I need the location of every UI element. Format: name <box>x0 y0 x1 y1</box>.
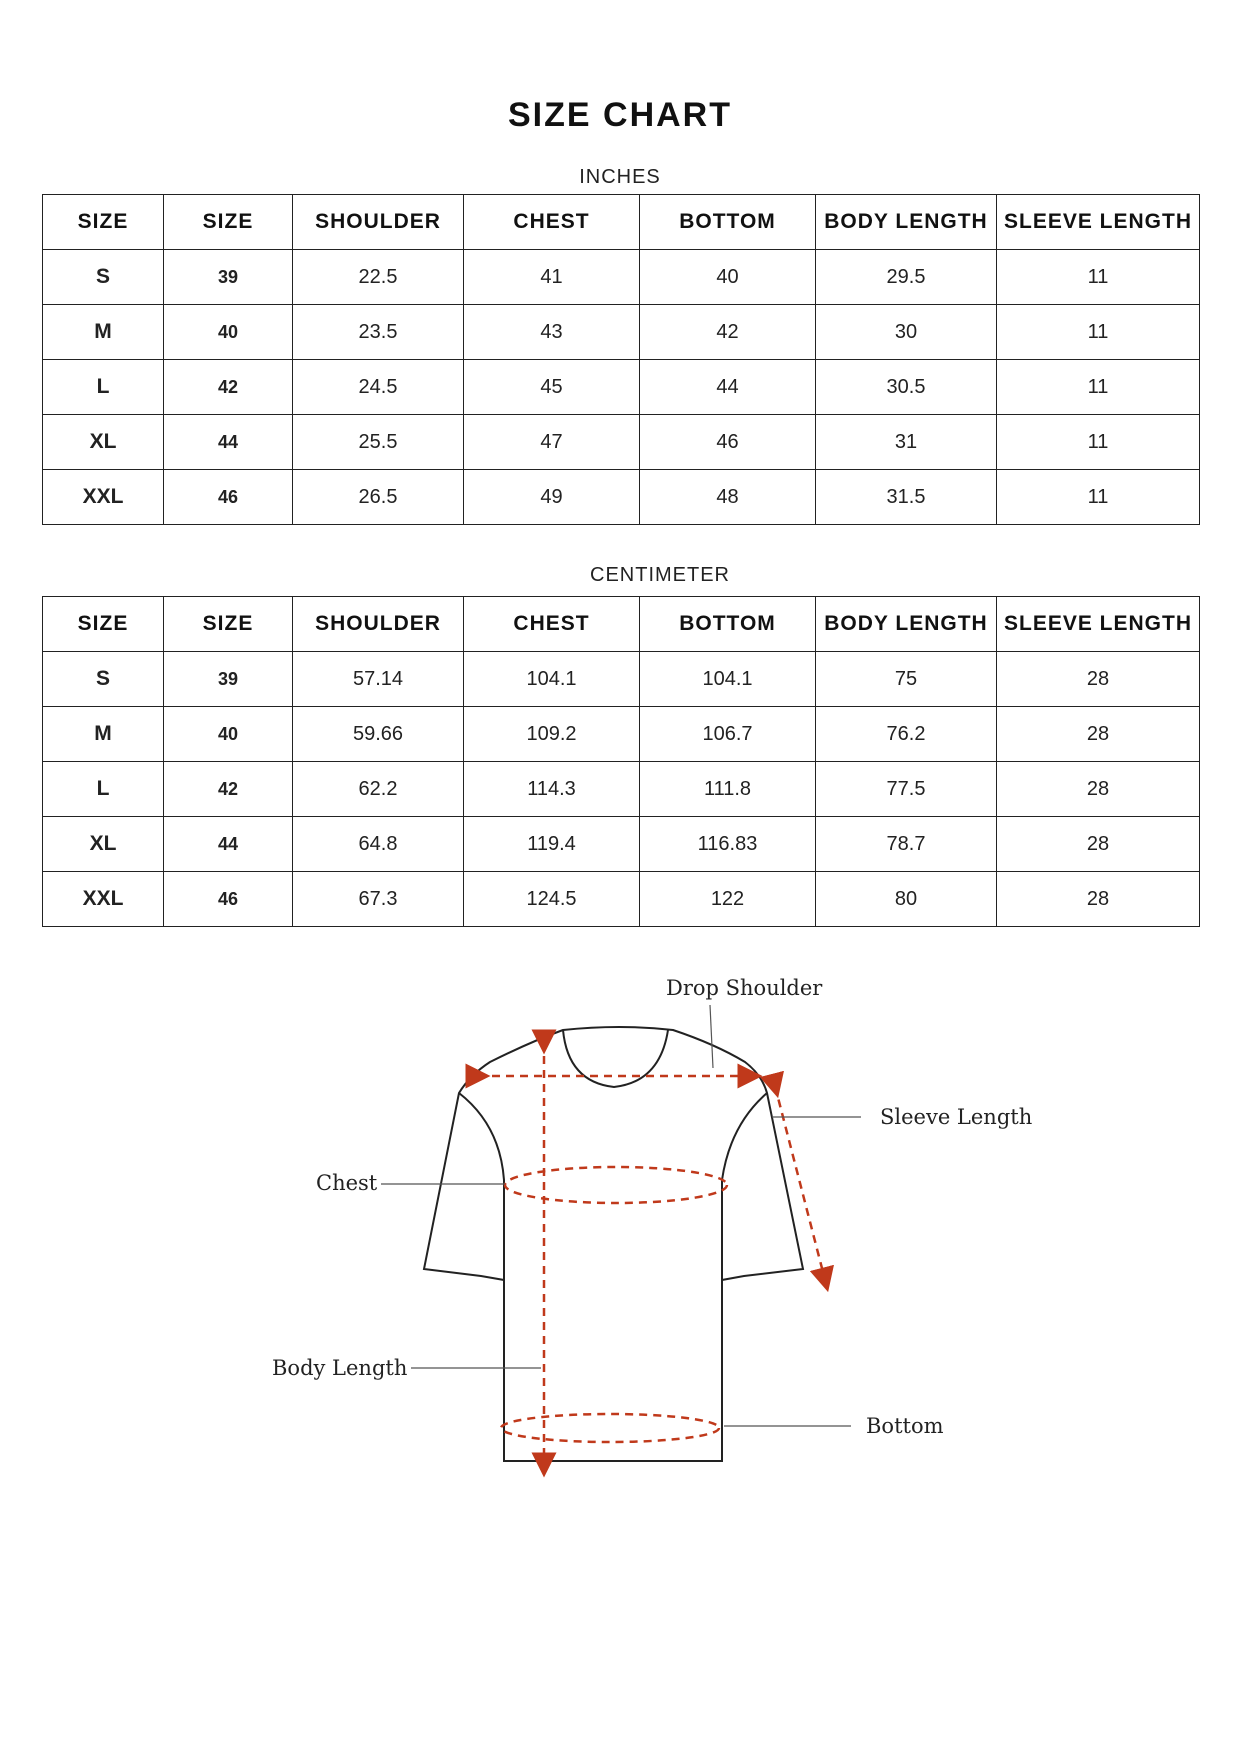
cell-shoulder: 62.2 <box>293 762 464 817</box>
table-row <box>43 470 1200 525</box>
inches-table <box>42 194 1200 525</box>
cell-sleeve-length: 28 <box>997 872 1200 927</box>
header-chest: CHEST <box>464 195 640 250</box>
cell-sleeve-length: 11 <box>997 470 1200 525</box>
cell-shoulder: 25.5 <box>293 415 464 470</box>
tshirt-collar <box>563 1030 668 1087</box>
header-size: SIZE <box>43 195 164 250</box>
cell-shoulder: 57.14 <box>293 652 464 707</box>
body-length-label: Body Length <box>272 1356 408 1380</box>
cell-size: XXL <box>43 470 164 525</box>
cell-bottom: 42 <box>640 305 816 360</box>
drop-shoulder-label: Drop Shoulder <box>666 976 823 1000</box>
chest-label: Chest <box>316 1171 378 1195</box>
header-shoulder: SHOULDER <box>293 597 464 652</box>
cell-size: M <box>43 707 164 762</box>
cell-body-length: 76.2 <box>816 707 997 762</box>
bottom-label: Bottom <box>866 1414 944 1438</box>
cell-chest: 47 <box>464 415 640 470</box>
cell-size: S <box>43 652 164 707</box>
table-row <box>43 652 1200 707</box>
cell-size: M <box>43 305 164 360</box>
cell-body-length: 80 <box>816 872 997 927</box>
table-row <box>43 305 1200 360</box>
cell-size-numeric: 40 <box>164 707 293 762</box>
cell-shoulder: 59.66 <box>293 707 464 762</box>
tshirt-outline <box>424 1027 803 1461</box>
cell-body-length: 78.7 <box>816 817 997 872</box>
cell-bottom: 111.8 <box>640 762 816 817</box>
cell-chest: 114.3 <box>464 762 640 817</box>
cell-bottom: 106.7 <box>640 707 816 762</box>
inches-caption: INCHES <box>579 166 661 188</box>
centimeter-caption: CENTIMETER <box>590 564 730 586</box>
drop-shoulder-leader <box>710 1005 713 1068</box>
left-armhole <box>459 1093 504 1280</box>
cell-size-numeric: 42 <box>164 762 293 817</box>
cell-shoulder: 22.5 <box>293 250 464 305</box>
cell-size: XXL <box>43 872 164 927</box>
cell-sleeve-length: 28 <box>997 652 1200 707</box>
cell-shoulder: 67.3 <box>293 872 464 927</box>
cell-size: L <box>43 762 164 817</box>
sleeve-length-label: Sleeve Length <box>880 1105 1033 1129</box>
cell-body-length: 31.5 <box>816 470 997 525</box>
table-header-row <box>43 597 1200 652</box>
table-header-row <box>43 195 1200 250</box>
cell-body-length: 30.5 <box>816 360 997 415</box>
cell-chest: 49 <box>464 470 640 525</box>
cell-body-length: 29.5 <box>816 250 997 305</box>
cell-bottom: 40 <box>640 250 816 305</box>
cell-size: XL <box>43 415 164 470</box>
cell-bottom: 104.1 <box>640 652 816 707</box>
tshirt-body-outline <box>424 1027 803 1461</box>
cell-size-numeric: 42 <box>164 360 293 415</box>
cell-sleeve-length: 11 <box>997 415 1200 470</box>
cell-size-numeric: 40 <box>164 305 293 360</box>
cell-size-numeric: 44 <box>164 817 293 872</box>
cell-size-numeric: 44 <box>164 415 293 470</box>
cell-sleeve-length: 28 <box>997 707 1200 762</box>
cell-body-length: 31 <box>816 415 997 470</box>
page-title: SIZE CHART <box>508 96 732 134</box>
cell-chest: 43 <box>464 305 640 360</box>
header-body-length: BODY LENGTH <box>816 195 997 250</box>
table-row <box>43 360 1200 415</box>
cell-body-length: 30 <box>816 305 997 360</box>
cell-shoulder: 64.8 <box>293 817 464 872</box>
table-row <box>43 707 1200 762</box>
leader-lines <box>381 1005 861 1426</box>
bottom-measure-ellipse <box>501 1414 719 1442</box>
cell-bottom: 44 <box>640 360 816 415</box>
cell-chest: 119.4 <box>464 817 640 872</box>
cell-chest: 41 <box>464 250 640 305</box>
centimeter-table <box>42 596 1200 927</box>
cell-bottom: 48 <box>640 470 816 525</box>
cell-shoulder: 23.5 <box>293 305 464 360</box>
cell-size-numeric: 46 <box>164 470 293 525</box>
cell-chest: 45 <box>464 360 640 415</box>
cell-shoulder: 26.5 <box>293 470 464 525</box>
header-sleeve-length: SLEEVE LENGTH <box>997 597 1200 652</box>
header-bottom: BOTTOM <box>640 597 816 652</box>
cell-body-length: 77.5 <box>816 762 997 817</box>
cell-bottom: 46 <box>640 415 816 470</box>
header-sleeve-length: SLEEVE LENGTH <box>997 195 1200 250</box>
cell-sleeve-length: 11 <box>997 360 1200 415</box>
header-bottom: BOTTOM <box>640 195 816 250</box>
table-row <box>43 250 1200 305</box>
cell-size: XL <box>43 817 164 872</box>
table-row <box>43 872 1200 927</box>
measurement-guides <box>478 1042 825 1465</box>
header-size-numeric: SIZE <box>164 195 293 250</box>
table-row <box>43 415 1200 470</box>
cell-size-numeric: 46 <box>164 872 293 927</box>
header-chest: CHEST <box>464 597 640 652</box>
cell-chest: 124.5 <box>464 872 640 927</box>
cell-chest: 104.1 <box>464 652 640 707</box>
cell-sleeve-length: 11 <box>997 305 1200 360</box>
cell-sleeve-length: 28 <box>997 817 1200 872</box>
chest-measure-ellipse <box>505 1167 727 1203</box>
cell-size: S <box>43 250 164 305</box>
cell-sleeve-length: 28 <box>997 762 1200 817</box>
header-size: SIZE <box>43 597 164 652</box>
cell-size-numeric: 39 <box>164 652 293 707</box>
cell-bottom: 122 <box>640 872 816 927</box>
cell-shoulder: 24.5 <box>293 360 464 415</box>
cell-bottom: 116.83 <box>640 817 816 872</box>
header-body-length: BODY LENGTH <box>816 597 997 652</box>
cell-body-length: 75 <box>816 652 997 707</box>
tshirt-measurement-diagram <box>0 960 1240 1480</box>
cell-sleeve-length: 11 <box>997 250 1200 305</box>
table-row <box>43 817 1200 872</box>
cell-size-numeric: 39 <box>164 250 293 305</box>
cell-chest: 109.2 <box>464 707 640 762</box>
table-row <box>43 762 1200 817</box>
header-size-numeric: SIZE <box>164 597 293 652</box>
cell-size: L <box>43 360 164 415</box>
right-armhole <box>722 1093 767 1280</box>
header-shoulder: SHOULDER <box>293 195 464 250</box>
